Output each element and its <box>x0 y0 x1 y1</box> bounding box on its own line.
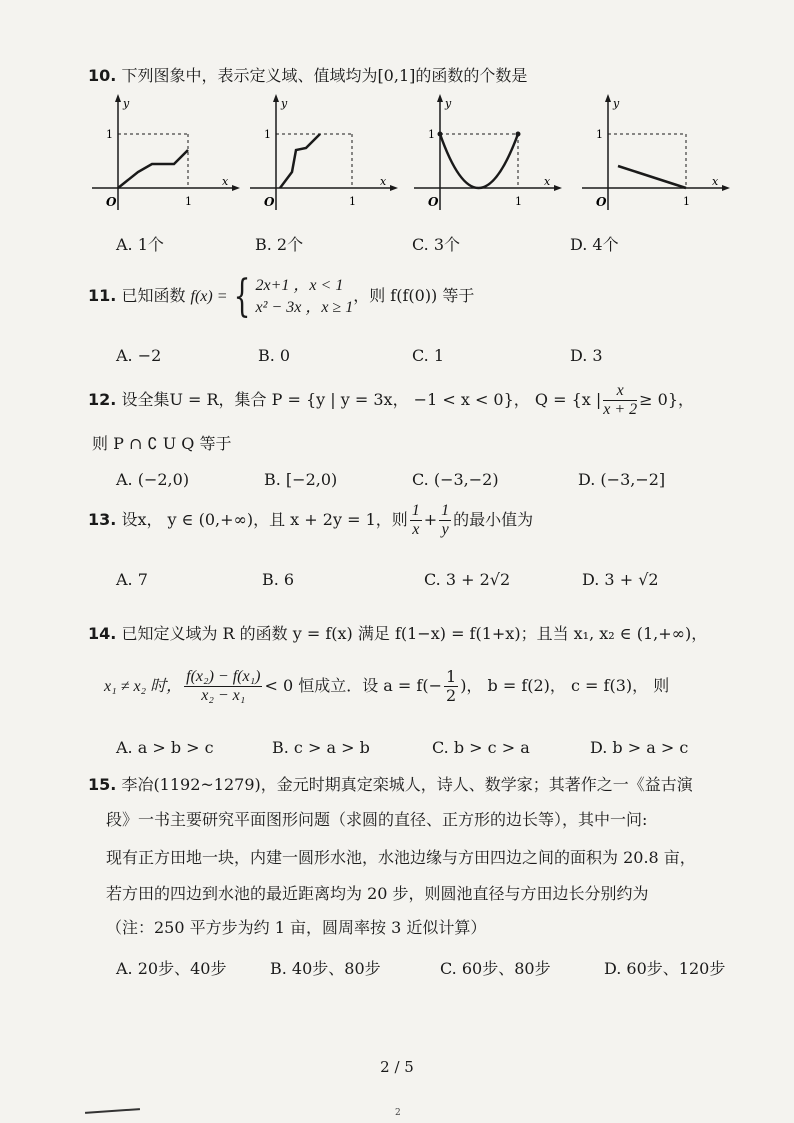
q12-frac-den: x + 2 <box>603 401 638 418</box>
q10-number: 10. <box>88 66 117 85</box>
q11-suffix: ，则 f(f(0)) 等于 <box>353 286 475 305</box>
q14-frac-den: x₂ − x₁ <box>201 687 246 704</box>
x-axis-label: x <box>712 175 719 188</box>
origin-label: O <box>106 195 117 209</box>
q10-text: 下列图象中，表示定义域、值域均为[0,1]的函数的个数是 <box>121 66 528 85</box>
y-axis-label: y <box>445 97 452 110</box>
q14-line2-b: < 0 恒成立．设 a = f(− <box>264 676 442 695</box>
q13-text-b: 的最小值为 <box>453 510 534 529</box>
y-axis-label: y <box>281 97 288 110</box>
q11-number: 11. <box>88 286 117 305</box>
q12-line2: 则 P ∩ ∁ U Q 等于 <box>92 434 232 453</box>
q11-prefix: 已知函数 <box>121 286 191 305</box>
q12-option-a: A. (−2,0) <box>116 470 190 489</box>
q14-frac-num: f(x₂) − f(x₁) <box>186 668 261 685</box>
q12-text-b: ≥ 0}， <box>639 390 695 409</box>
q15-line-5: （注：250 平方步为约 1 亩，圆周率按 3 近似计算） <box>106 918 487 937</box>
q10-graph-d <box>582 92 732 217</box>
one-label-x: 1 <box>515 195 522 208</box>
q15-option-c: C. 60步、80步 <box>440 959 551 978</box>
one-label-x: 1 <box>349 195 356 208</box>
q14-option-a: A. a > b > c <box>116 738 214 757</box>
q15-option-a: A. 20步、40步 <box>116 959 227 978</box>
one-label: 1 <box>596 128 603 141</box>
q15-option-d: D. 60步、120步 <box>604 959 726 978</box>
q15-line-3: 现有正方田地一块，内建一圆形水池，水池边缘与方田四边之间的面积为 20.8 亩， <box>106 848 696 867</box>
one-label: 1 <box>106 128 113 141</box>
q11-option-c: C. 1 <box>412 346 445 365</box>
q13-fraction-1 <box>410 502 422 539</box>
q14-line2 <box>104 664 669 709</box>
q13-f2-den: y <box>441 521 449 538</box>
q13-stem <box>88 500 533 540</box>
scan-scratch <box>85 1108 140 1114</box>
q11-stem <box>88 272 474 321</box>
q13-f2-num: 1 <box>441 502 450 519</box>
q12-option-c: C. (−3,−2) <box>412 470 499 489</box>
q11-option-a: A. −2 <box>116 346 162 365</box>
x-axis-label: x <box>544 175 551 188</box>
q10-option-a: A. 1个 <box>116 235 164 254</box>
x-axis-label: x <box>222 175 229 188</box>
one-label: 1 <box>264 128 271 141</box>
q14-option-d: D. b > a > c <box>590 738 689 757</box>
q14-line2-a: x₁ ≠ x₂ 时， <box>104 678 183 695</box>
q12-option-b: B. [−2,0) <box>264 470 338 489</box>
q11-option-d: D. 3 <box>570 346 603 365</box>
q13-text-a: 设x， y ∈ (0,+∞)，且 x + 2y = 1，则 <box>121 510 408 529</box>
q13-plus: + <box>423 510 438 529</box>
q14-half-den: 2 <box>446 686 457 705</box>
q12-text-a: 设全集U = R，集合 P = {y | y = 3x， −1 < x < 0}， Q = {x | <box>121 390 602 409</box>
q10-option-c: C. 3个 <box>412 235 461 254</box>
q14-fraction <box>184 668 262 705</box>
small-mark: 2 <box>395 1108 401 1118</box>
q15-line-4: 若方田的四边到水池的最近距离均为 20 步，则圆池直径与方田边长分别约为 <box>106 884 649 903</box>
one-label: 1 <box>428 128 435 141</box>
q13-option-c: C. 3 + 2√2 <box>424 570 511 589</box>
page-number: 2 / 5 <box>380 1058 414 1076</box>
one-label-x: 1 <box>185 195 192 208</box>
q12-frac-num: x <box>603 382 637 401</box>
q10-option-d: D. 4个 <box>570 235 619 254</box>
q14-stem <box>88 624 707 644</box>
q15-stem <box>88 775 693 795</box>
q15-line-1: 李冶(1192~1279)，金元时期真定栾城人，诗人、数学家；其著作之一《益古演 <box>121 775 693 794</box>
q13-number: 13. <box>88 510 117 529</box>
q11-case2: x² − 3x ，x ≥ 1 <box>255 298 354 316</box>
q13-option-b: B. 6 <box>262 570 295 589</box>
origin-label: O <box>428 195 439 209</box>
q10-graph-a <box>92 92 242 217</box>
q14-option-b: B. c > a > b <box>272 738 370 757</box>
y-axis-label: y <box>123 97 130 110</box>
origin-label: O <box>264 195 275 209</box>
y-axis-label: y <box>613 97 620 110</box>
q11-case1: 2x+1 ，x < 1 <box>255 276 344 294</box>
q11-brace: { <box>233 270 250 322</box>
origin-label: O <box>596 195 607 209</box>
q15-number: 15. <box>88 775 117 794</box>
q12-fraction <box>603 382 637 419</box>
q14-half-num: 1 <box>446 667 457 686</box>
q13-f1-num: 1 <box>411 502 420 519</box>
q10-stem <box>88 66 527 86</box>
q10-graph-c <box>414 92 564 217</box>
q14-option-c: C. b > c > a <box>432 738 530 757</box>
q10-option-b: B. 2个 <box>255 235 304 254</box>
q13-f1-den: x <box>412 521 420 538</box>
q11-func: f(x) = <box>190 288 228 305</box>
q14-number: 14. <box>88 624 117 643</box>
x-axis-label: x <box>380 175 387 188</box>
q15-option-b: B. 40步、80步 <box>270 959 381 978</box>
q10-graph-b <box>250 92 400 217</box>
q13-option-d: D. 3 + √2 <box>582 570 659 589</box>
q14-half <box>444 668 458 705</box>
q12-option-d: D. (−3,−2] <box>578 470 666 489</box>
q11-cases <box>256 275 354 319</box>
q13-option-a: A. 7 <box>116 570 148 589</box>
q14-line1: 已知定义域为 R 的函数 y = f(x) 满足 f(1−x) = f(1+x)；且当 x₁, x₂ ∈ (1,+∞)， <box>121 624 708 643</box>
one-label-x: 1 <box>683 195 690 208</box>
q14-line2-c: )， b = f(2)， c = f(3)， 则 <box>460 676 670 695</box>
q12-number: 12. <box>88 390 117 409</box>
q15-line-2: 段》一书主要研究平面图形问题（求圆的直径、正方形的边长等），其中一问: <box>106 810 648 829</box>
q11-option-b: B. 0 <box>258 346 291 365</box>
q12-stem <box>88 380 694 420</box>
q13-fraction-2 <box>439 502 451 539</box>
